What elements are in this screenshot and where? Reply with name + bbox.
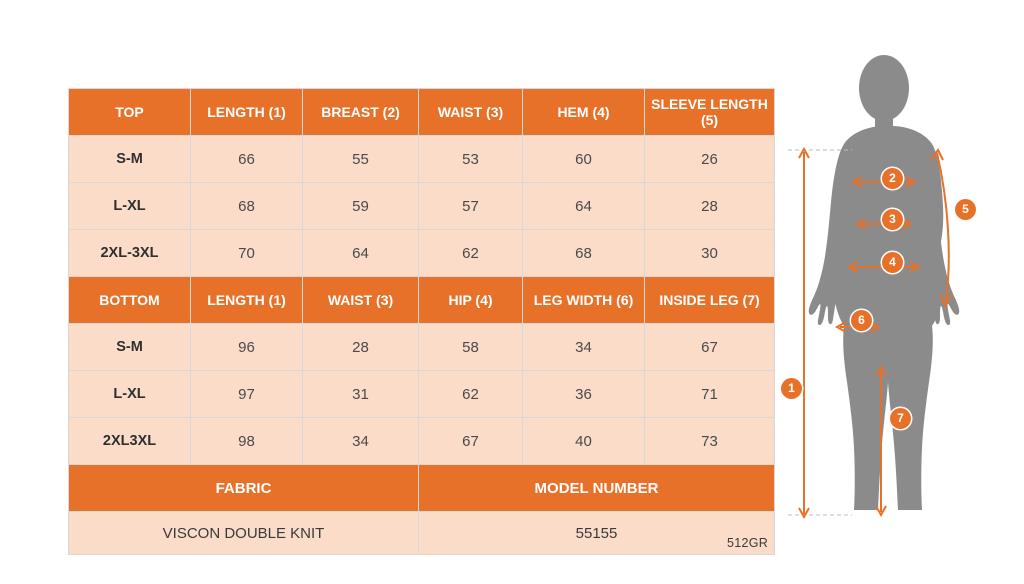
measurement-badge-5: 5 — [955, 199, 976, 220]
footer-model-label: MODEL NUMBER — [419, 465, 775, 512]
footer-model-value: 55155 — [419, 512, 775, 555]
header-top-label: TOP — [69, 89, 191, 136]
header-bottom-hip: HIP (4) — [419, 277, 523, 324]
cell-top-s-m-breast: 55 — [303, 136, 419, 183]
table-row — [69, 418, 775, 465]
cell-top-l-xl-sleeve: 28 — [645, 183, 775, 230]
cell-top-s-m-length: 66 — [191, 136, 303, 183]
measurement-badge-1: 1 — [781, 378, 802, 399]
measurement-badge-6: 6 — [851, 310, 872, 331]
row-label-bottom-s-m: S-M — [69, 324, 191, 371]
cell-top-2xl-3xl-waist: 62 — [419, 230, 523, 277]
cell-bottom-2xl3xl-hip: 67 — [419, 418, 523, 465]
cell-bottom-s-m-leg-width: 34 — [523, 324, 645, 371]
cell-top-2xl-3xl-length: 70 — [191, 230, 303, 277]
product-code: 512GR — [727, 536, 769, 550]
table-header-row-bottom — [69, 277, 775, 324]
row-label-top-l-xl: L-XL — [69, 183, 191, 230]
cell-top-l-xl-breast: 59 — [303, 183, 419, 230]
cell-top-2xl-3xl-sleeve: 30 — [645, 230, 775, 277]
header-bottom-waist: WAIST (3) — [303, 277, 419, 324]
cell-bottom-2xl3xl-inside-leg: 73 — [645, 418, 775, 465]
row-label-bottom-2xl3xl: 2XL3XL — [69, 418, 191, 465]
measurement-badge-7: 7 — [890, 408, 911, 429]
cell-bottom-2xl3xl-length: 98 — [191, 418, 303, 465]
header-bottom-length: LENGTH (1) — [191, 277, 303, 324]
measurement-figure-panel — [780, 40, 1024, 584]
cell-top-l-xl-waist: 57 — [419, 183, 523, 230]
table-header-row-top — [69, 89, 775, 136]
header-top-length: LENGTH (1) — [191, 89, 303, 136]
cell-bottom-s-m-hip: 58 — [419, 324, 523, 371]
cell-bottom-l-xl-length: 97 — [191, 371, 303, 418]
cell-bottom-2xl3xl-leg-width: 40 — [523, 418, 645, 465]
cell-bottom-l-xl-hip: 62 — [419, 371, 523, 418]
table-row — [69, 324, 775, 371]
cell-top-l-xl-length: 68 — [191, 183, 303, 230]
cell-bottom-l-xl-inside-leg: 71 — [645, 371, 775, 418]
measurement-badge-4: 4 — [882, 252, 903, 273]
table-row — [69, 230, 775, 277]
cell-top-l-xl-hem: 64 — [523, 183, 645, 230]
header-top-hem: HEM (4) — [523, 89, 645, 136]
row-label-bottom-l-xl: L-XL — [69, 371, 191, 418]
header-top-breast: BREAST (2) — [303, 89, 419, 136]
female-body-silhouette-icon — [780, 40, 1024, 584]
table-footer-value-row — [69, 512, 775, 555]
measurement-badge-2: 2 — [882, 168, 903, 189]
header-bottom-leg-width: LEG WIDTH (6) — [523, 277, 645, 324]
cell-bottom-l-xl-waist: 31 — [303, 371, 419, 418]
header-top-sleeve-length: SLEEVE LENGTH (5) — [645, 89, 775, 136]
size-chart-table — [68, 88, 775, 555]
header-bottom-label: BOTTOM — [69, 277, 191, 324]
row-label-top-2xl-3xl: 2XL-3XL — [69, 230, 191, 277]
table-row — [69, 136, 775, 183]
cell-bottom-l-xl-leg-width: 36 — [523, 371, 645, 418]
footer-fabric-value: VISCON DOUBLE KNIT — [69, 512, 419, 555]
cell-top-2xl-3xl-hem: 68 — [523, 230, 645, 277]
cell-bottom-s-m-length: 96 — [191, 324, 303, 371]
table-footer-header-row — [69, 465, 775, 512]
cell-bottom-s-m-waist: 28 — [303, 324, 419, 371]
row-label-top-s-m: S-M — [69, 136, 191, 183]
cell-top-s-m-hem: 60 — [523, 136, 645, 183]
cell-top-s-m-sleeve: 26 — [645, 136, 775, 183]
table-row — [69, 371, 775, 418]
table-row — [69, 183, 775, 230]
cell-bottom-s-m-inside-leg: 67 — [645, 324, 775, 371]
cell-top-2xl-3xl-breast: 64 — [303, 230, 419, 277]
header-bottom-inside-leg: INSIDE LEG (7) — [645, 277, 775, 324]
measurement-badge-3: 3 — [882, 209, 903, 230]
header-top-waist: WAIST (3) — [419, 89, 523, 136]
cell-bottom-2xl3xl-waist: 34 — [303, 418, 419, 465]
footer-fabric-label: FABRIC — [69, 465, 419, 512]
cell-top-s-m-waist: 53 — [419, 136, 523, 183]
